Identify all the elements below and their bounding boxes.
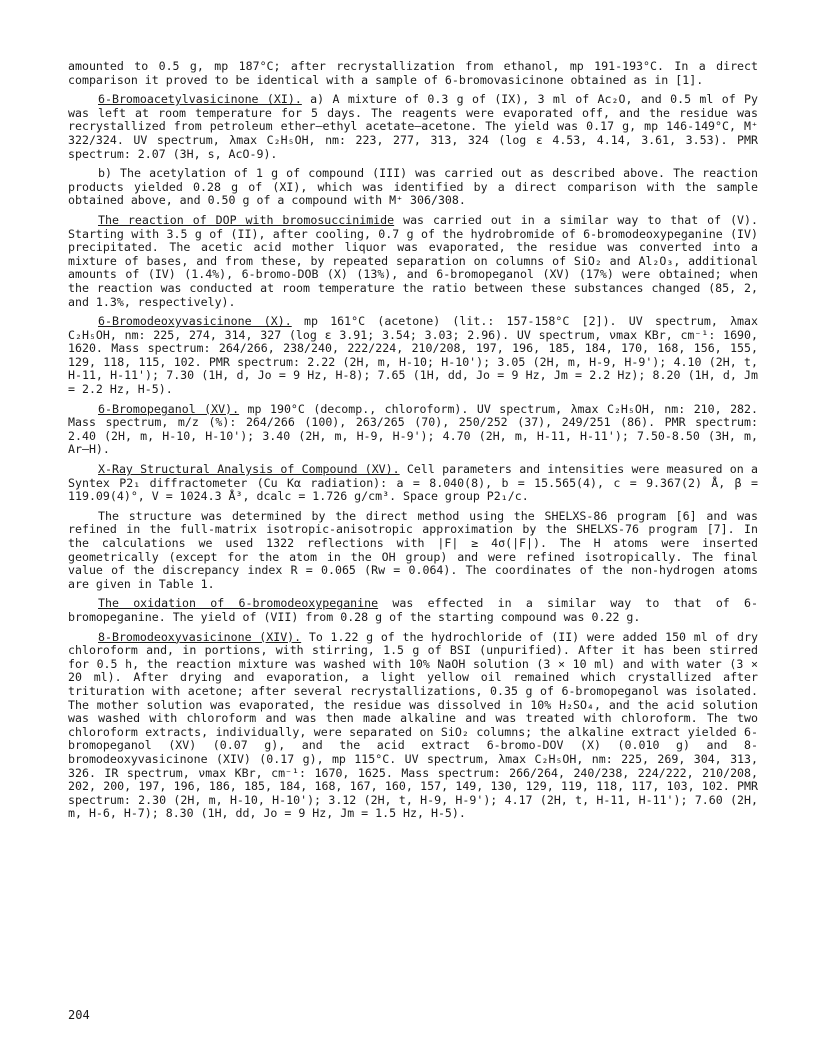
section-heading: 6-Bromodeoxyvasicinone (X). [98,314,292,329]
paragraph-structure-determination [68,510,758,592]
section-heading: The oxidation of 6-bromodeoxypeganine [98,596,379,611]
paragraph-text: was carried out in a similar way to that of (V). Starting with 3.5 g of (II), after cooling, 0.7 g of the hydrobromide of 6-bromodeoxypeganine (IV) precipitated. The acetic acid mother liquor was evaporated, the residue was converted into a mixture of bases, and from these, by repeated separation on columns of SiO₂ and Al₂O₃, additional amounts of (IV) (1.4%), 6-bromo-DOB (X) (13%), and 6-bromopeganol (XV) (17%) were obtained; when the reaction was conducted at room temperature the ratio between these substances changed (85, 2, and 1.3%, respectively). [68,212,758,309]
section-heading: 6-Bromoacetylvasicinone (XI). [98,92,302,107]
paragraph-bromopeganol [68,403,758,457]
paragraph-8-bromodeoxyvasicinone [68,631,758,821]
page-number: 204 [68,1008,90,1022]
paragraph-dop-reaction [68,214,758,309]
paragraph-text: mp 161°C (acetone) (lit.: 157-158°C [2]). UV spectrum, λmax C₂H₅OH, nm: 225, 274, 314, 327 (log ε 3.91; 3.54; 3.03; 2.96). UV spectrum, νmax KBr, cm⁻¹: 1690, 1620. Mass spectrum: 264/266, 238/240, 222/224, 210/208, 197, 196, 185, 184, 170, 168, 156, 155, 129, 118, 115, 102. PMR spectrum: 2.22 (2H, m, H-10; H-10'); 3.05 (2H, m, H-9, H-9'); 4.10 (2H, t, H-11, H-11'); 7.30 (1H, d, Jo = 9 Hz, H-8); 7.65 (1H, dd, Jo = 9 Hz, Jm = 2.2 Hz); 8.20 (1H, d, Jm = 2.2 Hz, H-5). [68,314,758,397]
paragraph-acetylvasicinone [68,93,758,161]
paragraph-text: amounted to 0.5 g, mp 187°C; after recrystallization from ethanol, mp 191-193°C. In a direct comparison it proved to be identical with a sample of 6-bromovasicinone obtained as in [1]. [68,59,758,87]
paragraph-text: b) The acetylation of 1 g of compound (III) was carried out as described above. The reaction products yielded 0.28 g of (XI), which was identified by a direct comparison with the sample obtained above, and 0.50 g of a compound with M⁺ 306/308. [68,166,758,208]
paragraph-continuation [68,60,758,87]
paragraph-xray [68,463,758,504]
section-heading: 8-Bromodeoxyvasicinone (XIV). [98,629,302,644]
paragraph-bromodeoxyvasicinone [68,315,758,397]
section-heading: The reaction of DOP with bromosuccinimide [98,212,395,227]
section-heading: X-Ray Structural Analysis of Compound (XV). [98,462,400,477]
paragraph-text: The structure was determined by the direct method using the SHELXS-86 program [6] and was refined in the full-matrix isotropic-anisotropic approximation by the SHELXS-76 program [7]. In the calculations we used 1322 reflections with |F| ≥ 4σ(|F|). The H atoms were inserted geometrically (except for the atom in the OH group) and were refined isotropically. The final value of the discrepancy index R = 0.065 (Rw = 0.064). The coordinates of the non-hydrogen atoms are given in Table 1. [68,508,758,591]
section-heading: 6-Bromopeganol (XV). [98,401,240,416]
paragraph-text: was effected in a similar way to that of 6-bromopeganine. The yield of (VII) from 0.28 g of the starting compound was 0.22 g. [68,596,759,624]
paragraph-text: Cell parameters and intensities were measured on a Syntex P2₁ diffractometer (Cu Kα radiation): a = 8.040(8), b = 15.565(4), c = 9.367(2) Å, β = 119.09(4)°, V = 1024.3 Å³, dcalc = 1.726 g/cm³. Space group P2₁/c. [68,462,758,504]
paragraph-text: To 1.22 g of the hydrochloride of (II) were added 150 ml of dry chloroform and, in portions, with stirring, 1.5 g of BSI (unpurified). After it has been stirred for 0.5 h, the reaction mixture was washed with 10% NaOH solution (3 × 10 ml) and with water (3 × 20 ml). After drying and evaporation, a light yellow oil remained which crystallized after trituration with acetone; after several recrystallizations, 0.35 g of 6-bromopeganol was isolated. The mother solution was evaporated, the residue was dissolved in 10% H₂SO₄, and the acid solution was washed with chloroform and was then made alkaline and was treated with chloroform. The two chloroform extracts, individually, were separated on SiO₂ columns; the alkaline extract yielded 6-bromopeganol (XV) (0.07 g), and the acid extract 6-bromo-DOV (X) (0.010 g) and 8-bromodeoxyvasicinone (XIV) (0.17 g), mp 115°C. UV spectrum, λmax C₂H₅OH, nm: 225, 269, 304, 313, 326. IR spectrum, νmax KBr, cm⁻¹: 1670, 1625. Mass spectrum: 266/264, 240/238, 224/222, 210/208, 202, 200, 197, 196, 186, 185, 184, 168, 167, 160, 157, 149, 130, 129, 119, 118, 117, 103, 102. PMR spectrum: 2.30 (2H, m, H-10, H-10'); 3.12 (2H, t, H-9, H-9'); 4.17 (2H, t, H-11, H-11'); 7.60 (2H, m, H-6, H-7); 8.30 (1H, dd, Jo = 9 Hz, Jm = 1.5 Hz, H-5). [68,629,758,821]
page-body [68,60,758,827]
paragraph-acetylation-b [68,167,758,208]
paragraph-text: mp 190°C (decomp., chloroform). UV spectrum, λmax C₂H₅OH, nm: 210, 282. Mass spectrum, m/z (%): 264/266 (100), 263/265 (70), 250/252 (37), 249/251 (86). PMR spectrum: 2.40 (2H, m, H-10, H-10'); 3.40 (2H, m, H-9, H-9'); 4.70 (2H, m, H-11, H-11'); 7.50-8.50 (3H, m, Ar–H). [68,401,758,457]
paragraph-text: a) A mixture of 0.3 g of (IX), 3 ml of Ac₂O, and 0.5 ml of Py was left at room temperature for 5 days. The reagents were evaporated off, and the residue was recrystallized from petroleum ether–ethyl acetate–acetone. The yield was 0.17 g, mp 146-149°C, M⁺ 322/324. UV spectrum, λmax C₂H₅OH, nm: 223, 277, 313, 324 (log ε 4.53, 4.14, 3.61, 3.53). PMR spectrum: 2.07 (3H, s, AcO-9). [68,92,759,161]
paragraph-oxidation [68,597,758,624]
